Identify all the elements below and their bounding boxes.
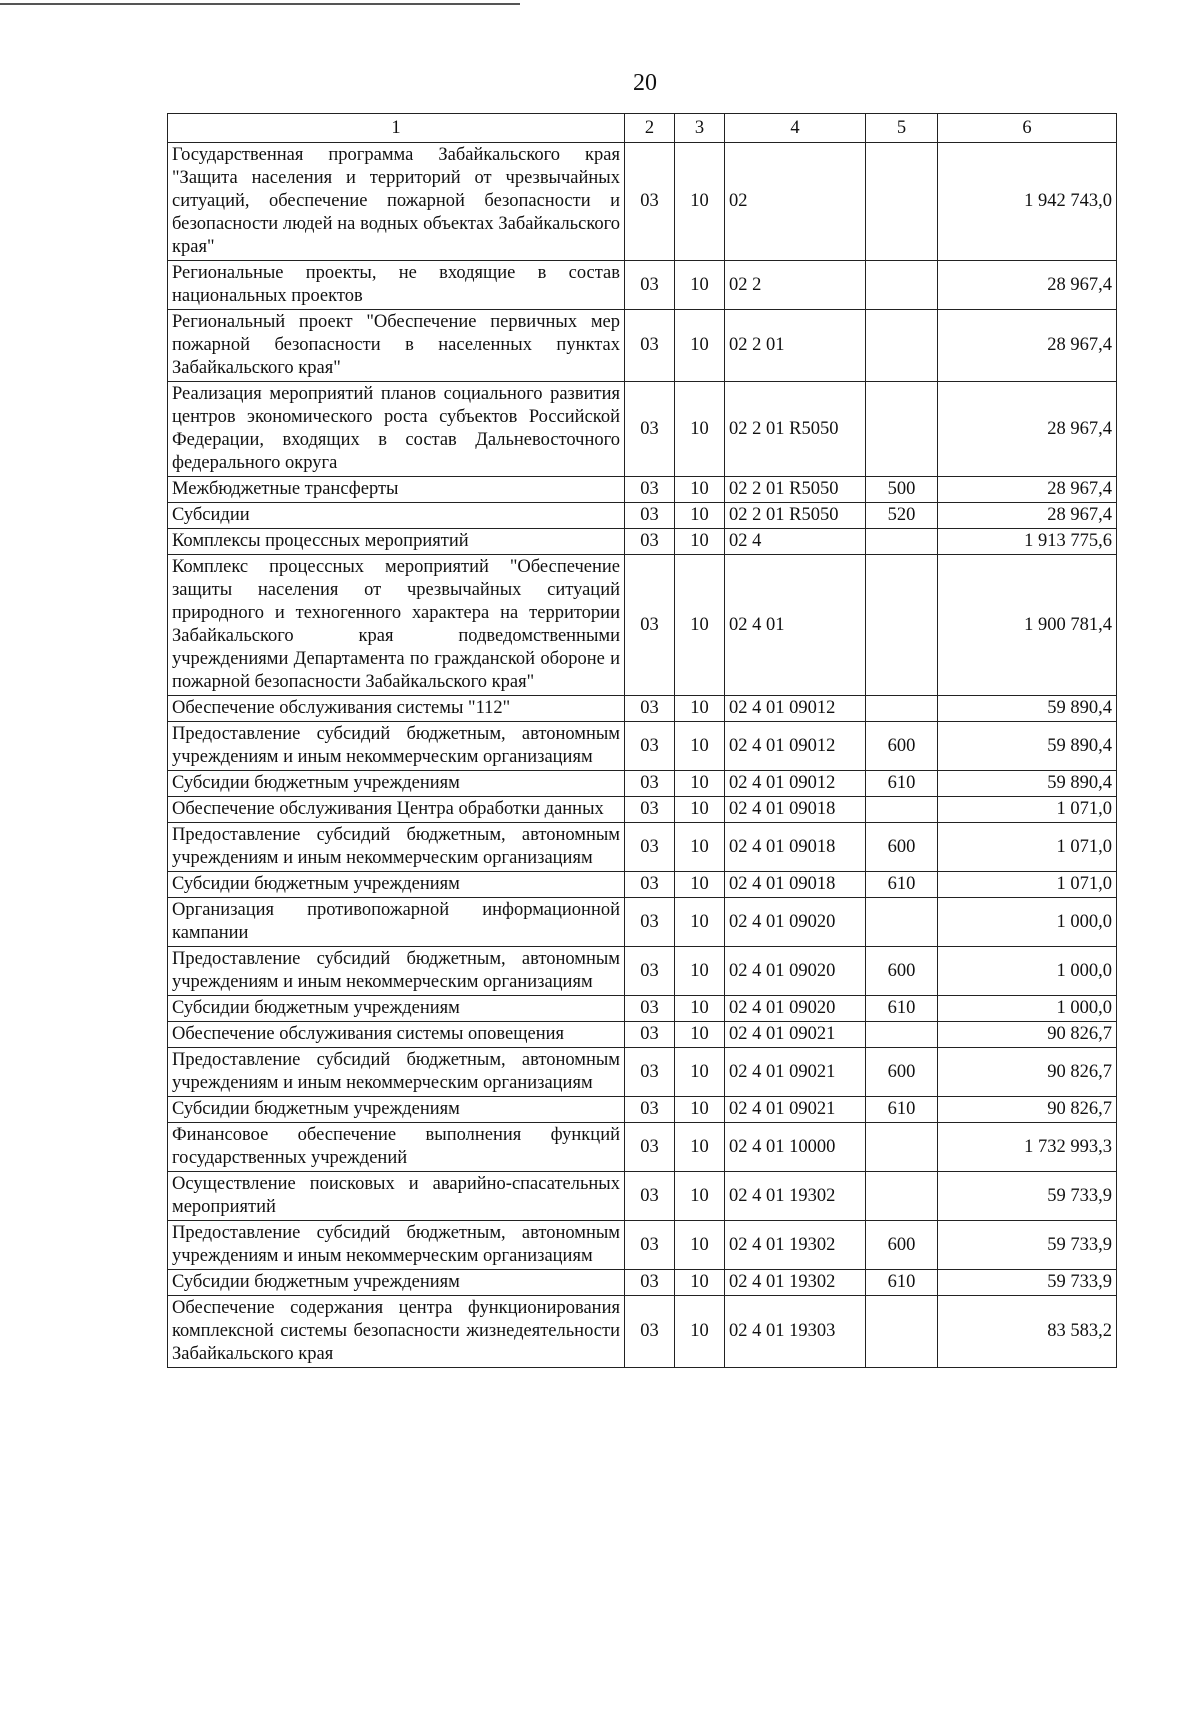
subsection-cell: 10 — [675, 143, 725, 261]
row-name-cell: Субсидии бюджетным учреждениям — [168, 996, 625, 1022]
table-row — [168, 1221, 1117, 1270]
amount-cell: 59 890,4 — [938, 696, 1117, 722]
row-name-cell: Организация противопожарной информационной кампании — [168, 898, 625, 947]
column-header: 6 — [938, 114, 1117, 143]
column-header: 1 — [168, 114, 625, 143]
amount-cell: 1 071,0 — [938, 872, 1117, 898]
table-row — [168, 261, 1117, 310]
subsection-cell: 10 — [675, 382, 725, 477]
table-row — [168, 529, 1117, 555]
expense-type-cell — [866, 529, 938, 555]
amount-cell: 90 826,7 — [938, 1048, 1117, 1097]
column-header: 5 — [866, 114, 938, 143]
table-row — [168, 503, 1117, 529]
column-header: 4 — [725, 114, 866, 143]
table-row — [168, 555, 1117, 696]
row-name-cell: Обеспечение обслуживания системы оповещения — [168, 1022, 625, 1048]
subsection-cell: 10 — [675, 555, 725, 696]
subsection-cell: 10 — [675, 1270, 725, 1296]
expense-type-cell: 600 — [866, 1048, 938, 1097]
row-name-cell: Обеспечение содержания центра функционирования комплексной системы безопасности жизнедеятельности Забайкальского края — [168, 1296, 625, 1368]
expense-type-cell — [866, 898, 938, 947]
section-cell: 03 — [625, 1123, 675, 1172]
section-cell: 03 — [625, 898, 675, 947]
target-code-cell: 02 4 01 10000 — [725, 1123, 866, 1172]
table-row — [168, 1296, 1117, 1368]
target-code-cell: 02 4 01 19302 — [725, 1172, 866, 1221]
section-cell: 03 — [625, 1296, 675, 1368]
subsection-cell: 10 — [675, 310, 725, 382]
subsection-cell: 10 — [675, 722, 725, 771]
target-code-cell: 02 4 01 19302 — [725, 1221, 866, 1270]
expense-type-cell — [866, 1022, 938, 1048]
section-cell: 03 — [625, 1270, 675, 1296]
page-number: 20 — [633, 70, 657, 96]
amount-cell: 1 942 743,0 — [938, 143, 1117, 261]
subsection-cell: 10 — [675, 261, 725, 310]
section-cell: 03 — [625, 1048, 675, 1097]
subsection-cell: 10 — [675, 1022, 725, 1048]
expense-type-cell: 600 — [866, 1221, 938, 1270]
budget-table — [167, 113, 1117, 1368]
amount-cell: 1 732 993,3 — [938, 1123, 1117, 1172]
subsection-cell: 10 — [675, 696, 725, 722]
table-row — [168, 1048, 1117, 1097]
target-code-cell: 02 2 — [725, 261, 866, 310]
amount-cell: 90 826,7 — [938, 1022, 1117, 1048]
section-cell: 03 — [625, 1022, 675, 1048]
section-cell: 03 — [625, 143, 675, 261]
subsection-cell: 10 — [675, 503, 725, 529]
table-row — [168, 1022, 1117, 1048]
section-cell: 03 — [625, 1172, 675, 1221]
target-code-cell: 02 4 01 09012 — [725, 722, 866, 771]
amount-cell: 28 967,4 — [938, 503, 1117, 529]
row-name-cell: Комплексы процессных мероприятий — [168, 529, 625, 555]
table-row — [168, 823, 1117, 872]
amount-cell: 59 733,9 — [938, 1270, 1117, 1296]
amount-cell: 1 071,0 — [938, 823, 1117, 872]
amount-cell: 1 071,0 — [938, 797, 1117, 823]
row-name-cell: Осуществление поисковых и аварийно-спасательных мероприятий — [168, 1172, 625, 1221]
row-name-cell: Субсидии бюджетным учреждениям — [168, 1097, 625, 1123]
expense-type-cell: 610 — [866, 771, 938, 797]
expense-type-cell: 600 — [866, 947, 938, 996]
target-code-cell: 02 4 01 19303 — [725, 1296, 866, 1368]
table-row — [168, 898, 1117, 947]
expense-type-cell: 520 — [866, 503, 938, 529]
row-name-cell: Предоставление субсидий бюджетным, автономным учреждениям и иным некоммерческим организациям — [168, 1221, 625, 1270]
row-name-cell: Субсидии бюджетным учреждениям — [168, 872, 625, 898]
expense-type-cell — [866, 797, 938, 823]
amount-cell: 1 913 775,6 — [938, 529, 1117, 555]
expense-type-cell — [866, 1296, 938, 1368]
subsection-cell: 10 — [675, 823, 725, 872]
table-row — [168, 382, 1117, 477]
target-code-cell: 02 — [725, 143, 866, 261]
target-code-cell: 02 4 01 09018 — [725, 797, 866, 823]
subsection-cell: 10 — [675, 1123, 725, 1172]
section-cell: 03 — [625, 310, 675, 382]
scan-edge-line — [0, 3, 520, 5]
column-header: 2 — [625, 114, 675, 143]
table-row — [168, 310, 1117, 382]
target-code-cell: 02 4 01 09021 — [725, 1022, 866, 1048]
subsection-cell: 10 — [675, 996, 725, 1022]
expense-type-cell — [866, 143, 938, 261]
subsection-cell: 10 — [675, 872, 725, 898]
expense-type-cell: 610 — [866, 1097, 938, 1123]
expense-type-cell: 610 — [866, 996, 938, 1022]
amount-cell: 28 967,4 — [938, 261, 1117, 310]
table-row — [168, 797, 1117, 823]
section-cell: 03 — [625, 996, 675, 1022]
target-code-cell: 02 2 01 — [725, 310, 866, 382]
section-cell: 03 — [625, 503, 675, 529]
expense-type-cell: 610 — [866, 1270, 938, 1296]
subsection-cell: 10 — [675, 529, 725, 555]
expense-type-cell: 500 — [866, 477, 938, 503]
table-row — [168, 722, 1117, 771]
subsection-cell: 10 — [675, 1296, 725, 1368]
amount-cell: 90 826,7 — [938, 1097, 1117, 1123]
amount-cell: 28 967,4 — [938, 382, 1117, 477]
table-row — [168, 696, 1117, 722]
target-code-cell: 02 2 01 R5050 — [725, 382, 866, 477]
target-code-cell: 02 2 01 R5050 — [725, 503, 866, 529]
amount-cell: 59 733,9 — [938, 1221, 1117, 1270]
amount-cell: 59 890,4 — [938, 722, 1117, 771]
table-row — [168, 947, 1117, 996]
expense-type-cell: 600 — [866, 722, 938, 771]
row-name-cell: Комплекс процессных мероприятий "Обеспечение защиты населения от чрезвычайных ситуаций природного и техногенного характера на территории Забайкальского края подведомственными учреждениями Департамента по гражданской обороне и пожарной безопасности Забайкальского края" — [168, 555, 625, 696]
table-row — [168, 143, 1117, 261]
subsection-cell: 10 — [675, 797, 725, 823]
row-name-cell: Обеспечение обслуживания Центра обработки данных — [168, 797, 625, 823]
amount-cell: 1 000,0 — [938, 996, 1117, 1022]
section-cell: 03 — [625, 382, 675, 477]
expense-type-cell — [866, 261, 938, 310]
subsection-cell: 10 — [675, 898, 725, 947]
amount-cell: 83 583,2 — [938, 1296, 1117, 1368]
section-cell: 03 — [625, 872, 675, 898]
target-code-cell: 02 4 01 09020 — [725, 898, 866, 947]
section-cell: 03 — [625, 529, 675, 555]
row-name-cell: Субсидии бюджетным учреждениям — [168, 771, 625, 797]
target-code-cell: 02 4 01 09021 — [725, 1048, 866, 1097]
target-code-cell: 02 4 01 19302 — [725, 1270, 866, 1296]
column-header: 3 — [675, 114, 725, 143]
amount-cell: 1 900 781,4 — [938, 555, 1117, 696]
section-cell: 03 — [625, 823, 675, 872]
row-name-cell: Региональный проект "Обеспечение первичных мер пожарной безопасности в населенных пунктах Забайкальского края" — [168, 310, 625, 382]
amount-cell: 59 733,9 — [938, 1172, 1117, 1221]
target-code-cell: 02 2 01 R5050 — [725, 477, 866, 503]
section-cell: 03 — [625, 722, 675, 771]
target-code-cell: 02 4 — [725, 529, 866, 555]
row-name-cell: Обеспечение обслуживания системы "112" — [168, 696, 625, 722]
row-name-cell: Межбюджетные трансферты — [168, 477, 625, 503]
expense-type-cell — [866, 1123, 938, 1172]
subsection-cell: 10 — [675, 947, 725, 996]
target-code-cell: 02 4 01 — [725, 555, 866, 696]
amount-cell: 1 000,0 — [938, 898, 1117, 947]
subsection-cell: 10 — [675, 771, 725, 797]
amount-cell: 59 890,4 — [938, 771, 1117, 797]
section-cell: 03 — [625, 696, 675, 722]
section-cell: 03 — [625, 1097, 675, 1123]
expense-type-cell: 610 — [866, 872, 938, 898]
row-name-cell: Финансовое обеспечение выполнения функций государственных учреждений — [168, 1123, 625, 1172]
expense-type-cell — [866, 1172, 938, 1221]
row-name-cell: Государственная программа Забайкальского края "Защита населения и территорий от чрезвычайных ситуаций, обеспечение пожарной безопасности и безопасности людей на водных объектах Забайкальского края" — [168, 143, 625, 261]
table-header-row — [168, 114, 1117, 143]
target-code-cell: 02 4 01 09018 — [725, 823, 866, 872]
row-name-cell: Предоставление субсидий бюджетным, автономным учреждениям и иным некоммерческим организациям — [168, 722, 625, 771]
expense-type-cell — [866, 382, 938, 477]
section-cell: 03 — [625, 555, 675, 696]
target-code-cell: 02 4 01 09021 — [725, 1097, 866, 1123]
amount-cell: 28 967,4 — [938, 477, 1117, 503]
table-row — [168, 1270, 1117, 1296]
table-row — [168, 872, 1117, 898]
amount-cell: 28 967,4 — [938, 310, 1117, 382]
table-row — [168, 1123, 1117, 1172]
target-code-cell: 02 4 01 09012 — [725, 771, 866, 797]
amount-cell: 1 000,0 — [938, 947, 1117, 996]
table-row — [168, 1172, 1117, 1221]
section-cell: 03 — [625, 261, 675, 310]
target-code-cell: 02 4 01 09020 — [725, 947, 866, 996]
table-row — [168, 771, 1117, 797]
row-name-cell: Предоставление субсидий бюджетным, автономным учреждениям и иным некоммерческим организациям — [168, 947, 625, 996]
target-code-cell: 02 4 01 09020 — [725, 996, 866, 1022]
expense-type-cell — [866, 555, 938, 696]
subsection-cell: 10 — [675, 1221, 725, 1270]
expense-type-cell: 600 — [866, 823, 938, 872]
subsection-cell: 10 — [675, 1097, 725, 1123]
table-row — [168, 477, 1117, 503]
row-name-cell: Реализация мероприятий планов социального развития центров экономического роста субъектов Российской Федерации, входящих в состав Дальневосточного федерального округа — [168, 382, 625, 477]
row-name-cell: Предоставление субсидий бюджетным, автономным учреждениям и иным некоммерческим организациям — [168, 823, 625, 872]
row-name-cell: Субсидии бюджетным учреждениям — [168, 1270, 625, 1296]
table-body — [168, 143, 1117, 1368]
target-code-cell: 02 4 01 09012 — [725, 696, 866, 722]
target-code-cell: 02 4 01 09018 — [725, 872, 866, 898]
section-cell: 03 — [625, 771, 675, 797]
section-cell: 03 — [625, 1221, 675, 1270]
table-row — [168, 996, 1117, 1022]
row-name-cell: Предоставление субсидий бюджетным, автономным учреждениям и иным некоммерческим организациям — [168, 1048, 625, 1097]
subsection-cell: 10 — [675, 1048, 725, 1097]
expense-type-cell — [866, 696, 938, 722]
section-cell: 03 — [625, 797, 675, 823]
table-row — [168, 1097, 1117, 1123]
row-name-cell: Субсидии — [168, 503, 625, 529]
section-cell: 03 — [625, 477, 675, 503]
row-name-cell: Региональные проекты, не входящие в состав национальных проектов — [168, 261, 625, 310]
subsection-cell: 10 — [675, 1172, 725, 1221]
subsection-cell: 10 — [675, 477, 725, 503]
expense-type-cell — [866, 310, 938, 382]
section-cell: 03 — [625, 947, 675, 996]
